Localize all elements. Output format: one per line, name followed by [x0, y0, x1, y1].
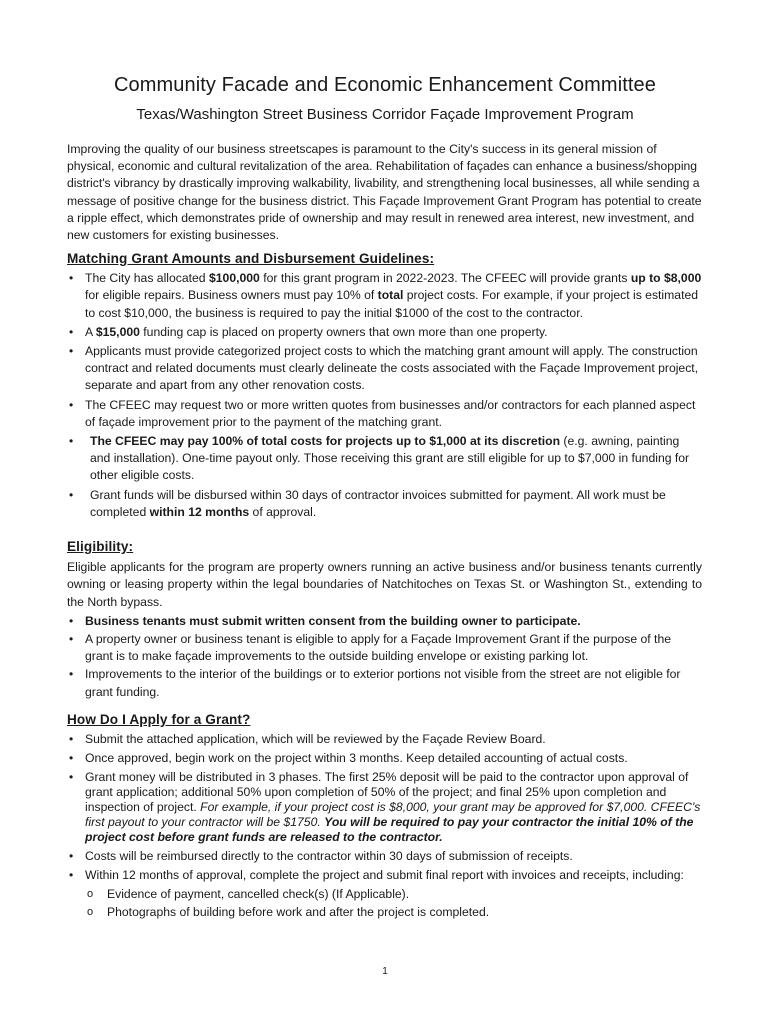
- list-item: • Improvements to the interior of the buildings or to exterior portions not visible from the street are not eligible for grant funding.: [67, 666, 702, 700]
- eligibility-paragraph: Eligible applicants for the program are property owners running an active business and/or business tenants currently owning or leasing property within the legal boundaries of Natchitoches on Texas St. or Washington St., extending to the North bypass.: [67, 560, 702, 609]
- matching-section: [67, 250, 702, 521]
- list-item: • Grant money will be distributed in 3 phases. The first 25% deposit will be paid to the contractor upon approval of grant application; additional 50% upon completion of 50% of the project; and final 25% upon completion and inspection of project. For example, if your project cost is $8,000, your grant may be approved for $7,000. CFEEC's first payout to your contractor will be $1750. You will be required to pay your contractor the initial 10% of the project cost before grant funds are released to the contractor.: [67, 770, 702, 845]
- sub-list-item: o Photographs of building before work and after the project is completed.: [67, 904, 702, 921]
- list-item: • Grant funds will be disbursed within 30 days of contractor invoices submitted for payment. All work must be completed within 12 months of approval.: [67, 487, 702, 521]
- apply-heading: How Do I Apply for a Grant?: [67, 712, 251, 727]
- list-item: • The City has allocated $100,000 for this grant program in 2022-2023. The CFEEC will provide grants up to $8,000 for eligible repairs. Business owners must pay 10% of total project costs. For example, if your project is estimated to cost $10,000, the business is required to pay the initial $1000 of the cost to the contractor.: [67, 270, 702, 322]
- list-item: • Submit the attached application, which will be reviewed by the Façade Review Board.: [67, 731, 702, 748]
- list-item: • Business tenants must submit written consent from the building owner to participate.: [67, 613, 702, 630]
- list-item: • Costs will be reimbursed directly to the contractor within 30 days of submission of receipts.: [67, 848, 702, 865]
- document-subtitle: Texas/Washington Street Business Corridor Façade Improvement Program: [136, 106, 634, 123]
- matching-list: [67, 270, 702, 521]
- apply-list: [67, 731, 702, 884]
- apply-sublist: [67, 886, 702, 921]
- list-item: • Applicants must provide categorized project costs to which the matching grant amount will apply. The construction contract and related documents must clearly delineate the costs associated with the Façade Improvement project, separate and apart from any other renovation costs.: [67, 343, 702, 395]
- list-item: • The CFEEC may pay 100% of total costs for projects up to $1,000 at its discretion (e.g. awning, painting and installation). One-time payout only. Those receiving this grant are still eligible for up to $7,000 in funding for other eligible costs.: [67, 433, 702, 485]
- sub-list-item: o Evidence of payment, cancelled check(s) (If Applicable).: [67, 886, 702, 903]
- list-item: • Once approved, begin work on the project within 3 months. Keep detailed accounting of actual costs.: [67, 750, 702, 767]
- eligibility-section: [67, 538, 702, 701]
- intro-paragraph: Improving the quality of our business streetscapes is paramount to the City's success in its general mission of physical, economic and cultural revitalization of the area. Rehabilitation of façades can enhance a business/shopping district's vibrancy by drastically improving walkability, livability, and strengthening local businesses, all while sending a message of positive change for the business district. This Façade Improvement Grant Program has potential to create a ripple effect, which demonstrates pride of ownership and may result in renewed area interest, new investment, and new customers for existing businesses.: [67, 142, 702, 243]
- apply-section: [67, 711, 702, 921]
- list-item: • The CFEEC may request two or more written quotes from businesses and/or contractors for each planned aspect of façade improvement prior to the payment of the matching grant.: [67, 397, 702, 431]
- document-title: Community Facade and Economic Enhancement Committee: [113, 74, 656, 96]
- eligibility-heading: Eligibility:: [67, 539, 134, 554]
- list-item: • A property owner or business tenant is eligible to apply for a Façade Improvement Grant if the purpose of the grant is to make façade improvements to the outside building envelope or existing parking lot.: [67, 631, 702, 665]
- list-item: • Within 12 months of approval, complete the project and submit final report with invoices and receipts, including:: [67, 867, 702, 884]
- matching-heading: Matching Grant Amounts and Disbursement Guidelines:: [67, 251, 435, 266]
- list-item: • A $15,000 funding cap is placed on property owners that own more than one property.: [67, 324, 702, 341]
- eligibility-list: [67, 613, 702, 701]
- page-number: 1: [382, 966, 388, 977]
